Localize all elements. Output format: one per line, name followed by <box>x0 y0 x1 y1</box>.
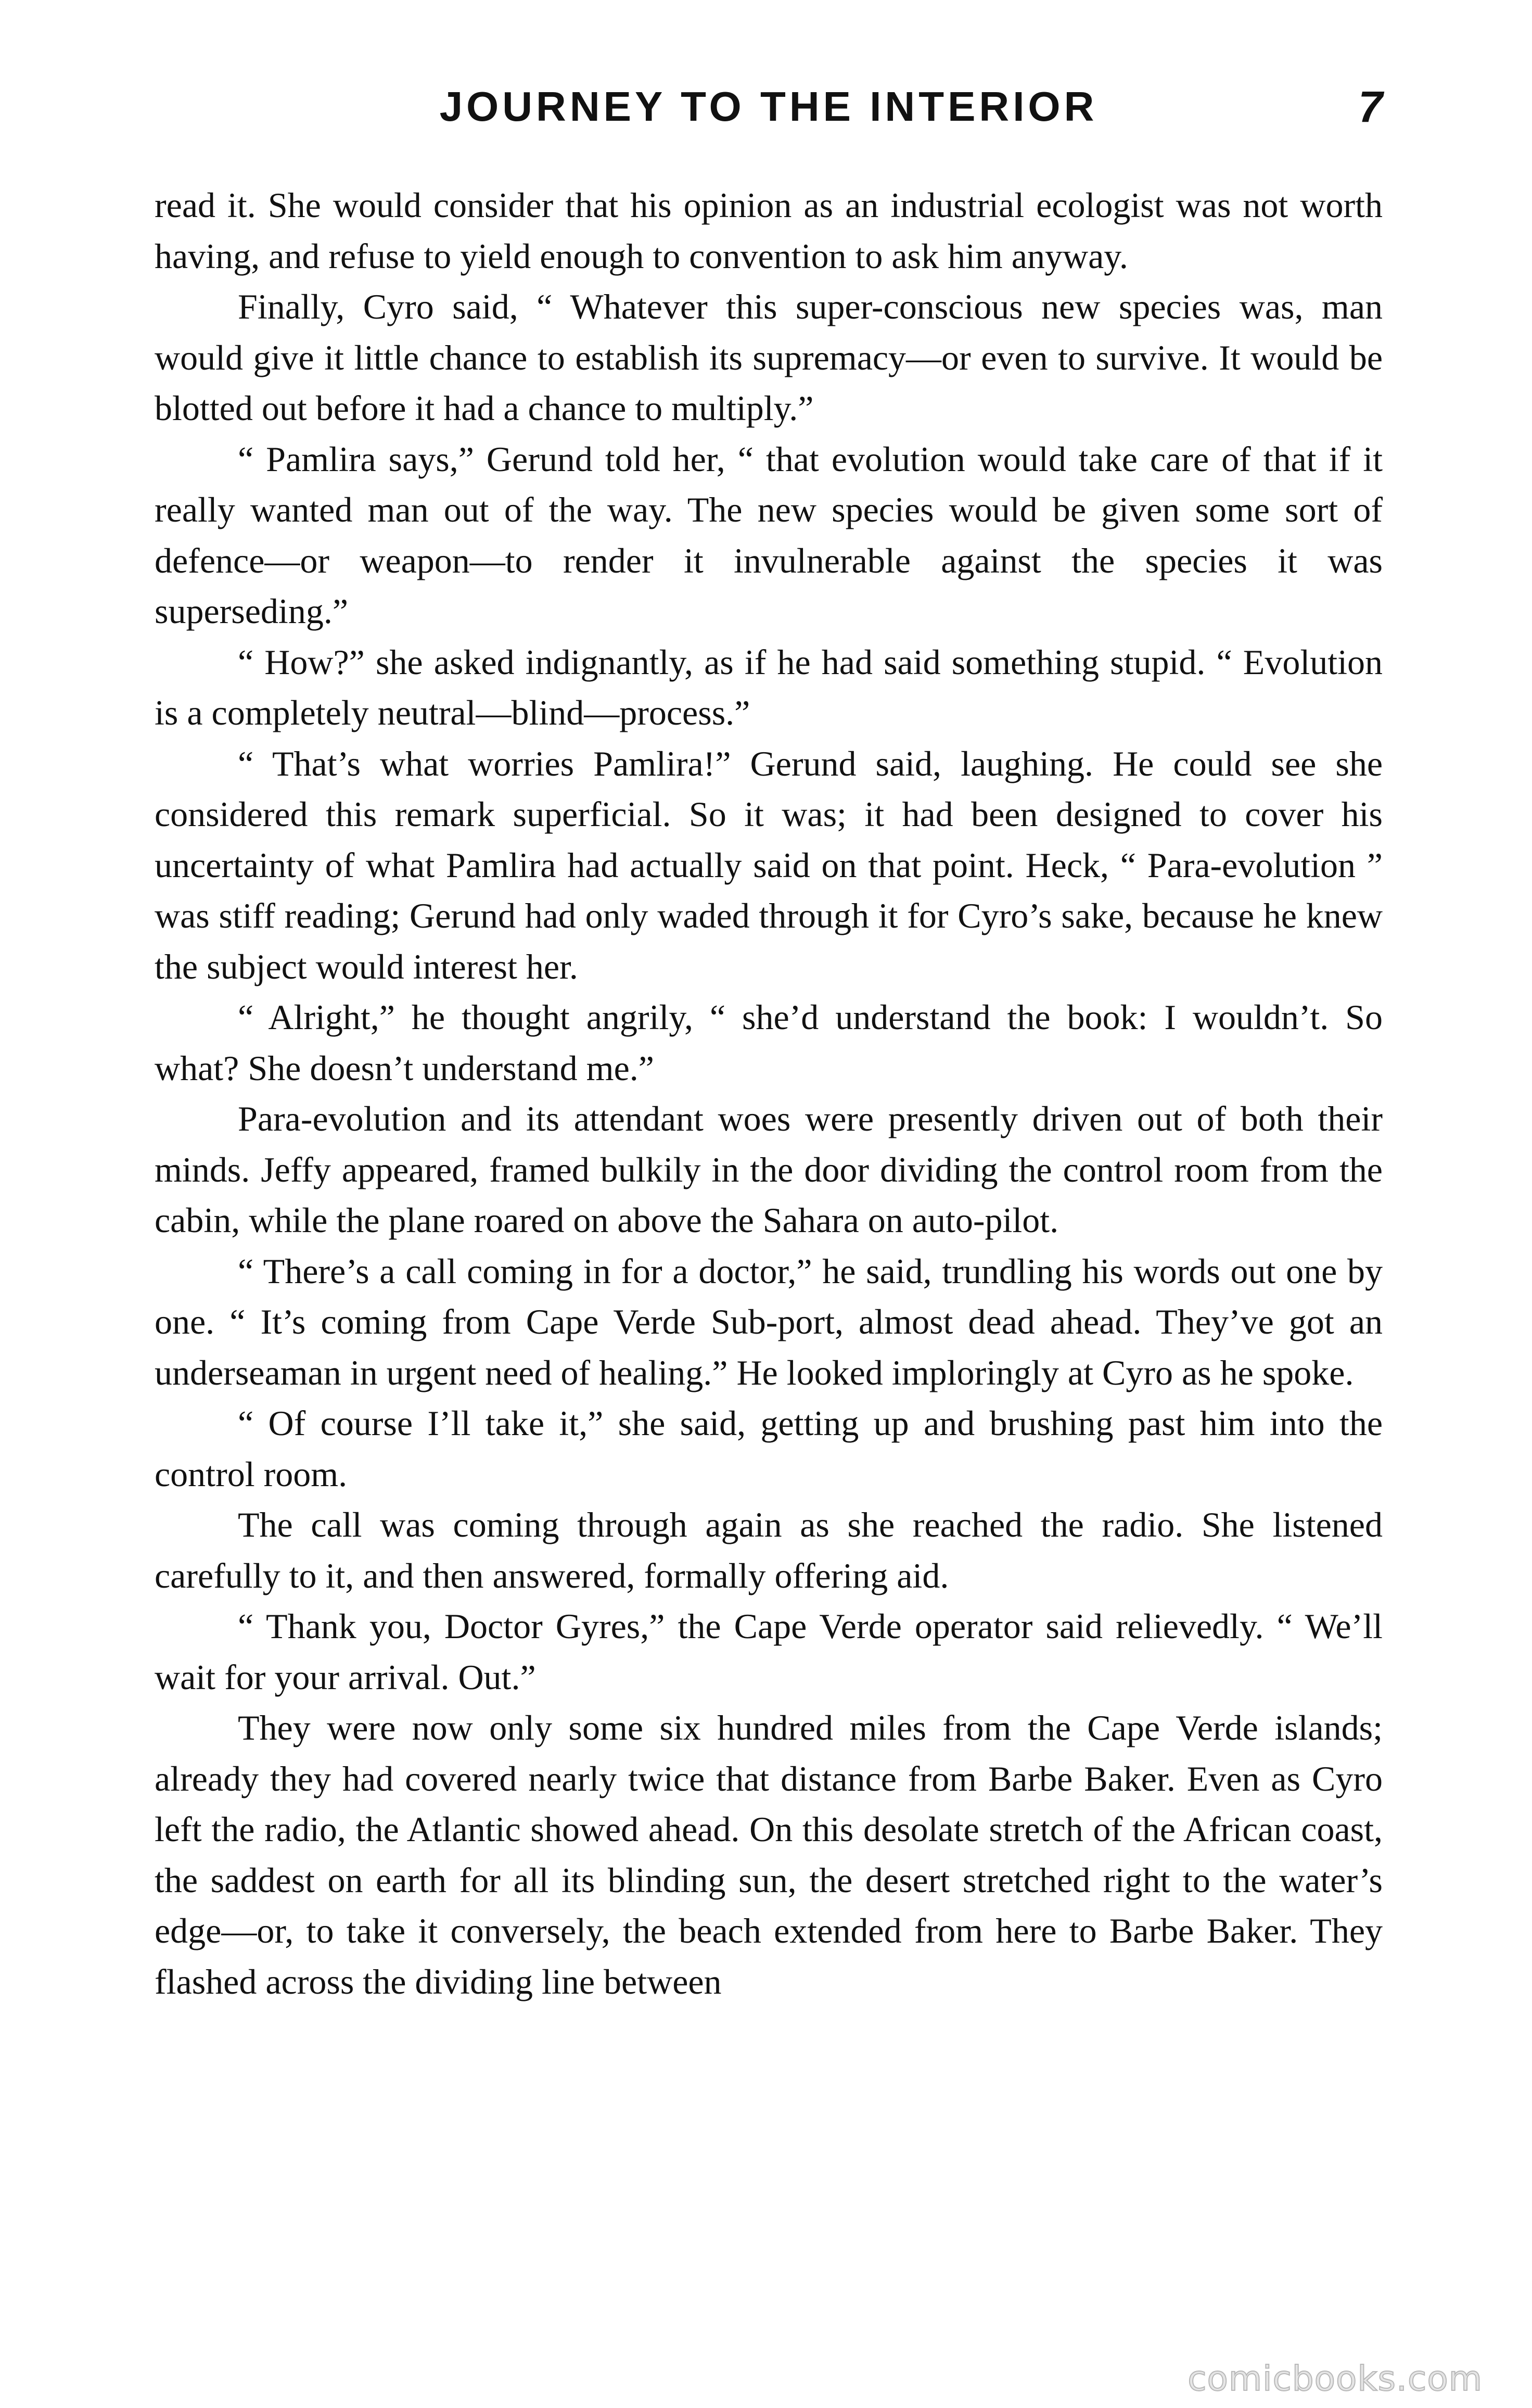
paragraph: “ There’s a call coming in for a doctor,” he said, trundling his words out one by one. “ It’s coming from Cape Verde Sub-port, almost dead ahead. They’ve got an underseaman in urgent need of healing.” He looked imploringly at Cyro as he spoke. <box>155 1251 1383 1392</box>
paragraph: “ That’s what worries Pamlira!” Gerund said, laughing. He could see she considered this remark superficial. So it was; it had been designed to cover his uncertainty of what Pamlira had actually said on that point. Heck, “ Para-evolution ” was stiff reading; Gerund had only waded through it for Cyro’s sake, because he knew the subject would interest her. <box>155 743 1383 986</box>
paragraph: “ Of course I’ll take it,” she said, getting up and brushing past him into the control room. <box>155 1403 1383 1494</box>
paragraph: Finally, Cyro said, “ Whatever this super-conscious new species was, man would give it little chance to establish its supremacy—or even to survive. It would be blotted out before it had a chance to multiply.” <box>155 287 1383 428</box>
paragraph: They were now only some six hundred miles from the Cape Verde islands; already they had covered nearly twice that distance from Barbe Baker. Even as Cyro left the radio, the Atlantic showed ahead. On this desolate stretch of the African coast, the saddest on earth for all its blinding sun, the desert stretched right to the water’s edge—or, to take it conversely, the beach extended from here to Barbe Baker. They flashed across the dividing line between <box>155 1708 1383 2001</box>
paragraph: “ Alright,” he thought angrily, “ she’d understand the book: I wouldn’t. So what? She doesn’t understand me.” <box>155 997 1383 1088</box>
paragraph: Para-evolution and its attendant woes were presently driven out of both their minds. Jeffy appeared, framed bulkily in the door dividing the control room from the cabin, while the plane roared on above the Sahara on auto-pilot. <box>155 1099 1383 1240</box>
paragraph: “ Thank you, Doctor Gyres,” the Cape Verde operator said relievedly. “ We’ll wait for your arrival. Out.” <box>155 1606 1383 1697</box>
watermark: comicbooks.com <box>1188 2359 1483 2399</box>
paragraph: The call was coming through again as she reached the radio. She listened carefully to it, and then answered, formally offering aid. <box>155 1505 1383 1595</box>
book-page <box>155 78 1383 2358</box>
page-number: 7 <box>1358 82 1383 131</box>
paragraph: “ Pamlira says,” Gerund told her, “ that evolution would take care of that if it really wanted man out of the way. The new species would be given some sort of defence—or weapon—to render it invulnerable against the species it was superseding.” <box>155 439 1383 631</box>
body-text <box>155 180 1383 2007</box>
paragraph: read it. She would consider that his opinion as an industrial ecologist was not worth having, and refuse to yield enough to convention to ask him anyway. <box>155 185 1383 276</box>
running-head <box>155 78 1383 135</box>
paragraph: “ How?” she asked indignantly, as if he had said something stupid. “ Evolution is a completely neutral—blind—process.” <box>155 642 1383 732</box>
running-title: JOURNEY TO THE INTERIOR <box>439 83 1098 130</box>
